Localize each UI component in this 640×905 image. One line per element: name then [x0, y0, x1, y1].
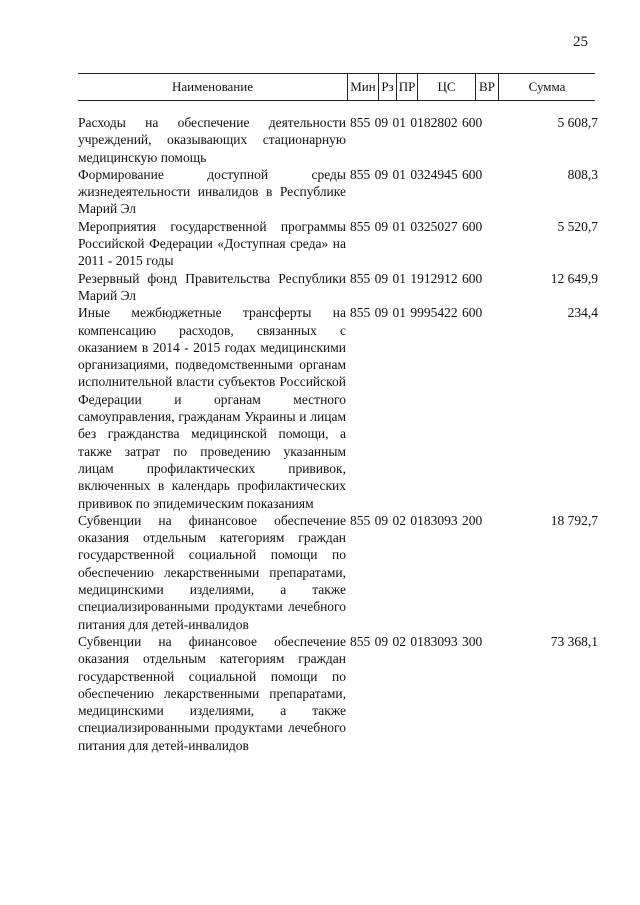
header-vr: ВР [476, 74, 499, 100]
row-name: Формирование доступной среды жизнедеятельности инвалидов в Республике Марий Эл [78, 166, 346, 217]
page-number: 25 [573, 34, 588, 50]
row-name: Иные межбюджетные трансферты на компенсацию расходов, связанных с оказанием в 2014 - 2015 годах медицинскими организациями, подведомственными органам исполнительной власти субъектов Российской Федерации и органам местного самоуправления, гражданам Украины и лицам без гражданства медицинской помощи, а также затрат по проведению указанным лицам профилактических прививок, включенных в календарь профилактических прививок по эпидемическим показаниям [78, 305, 346, 511]
table-header [78, 73, 595, 101]
row-codes: 855 09 01 0324945 600 [350, 166, 483, 182]
row-codes: 855 09 01 9995422 600 [350, 305, 483, 321]
table-row [78, 304, 598, 512]
row-sum: 5 608,7 [557, 115, 598, 130]
row-sum: 18 792,7 [550, 512, 598, 528]
row-sum: 12 649,9 [550, 270, 598, 286]
header-pr: ПР [397, 74, 418, 100]
row-name: Субвенции на финансовое обеспечение оказания отдельным категориям граждан государственной социальной помощи по обеспечению лекарственными препаратами, медицинскими изделиями, а также специализированными продуктами лечебного питания для детей-инвалидов [78, 633, 346, 753]
header-name: Наименование [78, 74, 348, 100]
row-sum: 73 368,1 [550, 633, 598, 649]
table-row [78, 512, 598, 633]
table-body [78, 114, 598, 754]
row-sum: 5 520,7 [557, 218, 598, 234]
table-row [78, 114, 598, 166]
header-min: Мин [348, 74, 379, 100]
row-codes: 855 09 02 0183093 300 [350, 633, 483, 649]
row-sum: 808,3 [567, 166, 598, 182]
table-row [78, 633, 598, 754]
table-row [78, 270, 598, 305]
header-cs: ЦС [418, 74, 476, 100]
row-codes: 855 09 01 0325027 600 [350, 218, 483, 234]
table-row [78, 218, 598, 270]
row-codes: 855 09 01 0182802 600 [350, 115, 483, 130]
table-row [78, 166, 598, 218]
row-codes: 855 09 02 0183093 200 [350, 512, 483, 528]
row-name: Резервный фонд Правительства Республики Марий Эл [78, 270, 346, 303]
row-sum: 234,4 [567, 305, 598, 321]
row-name: Расходы на обеспечение деятельности учреждений, оказывающих стационарную медицинскую помощь [78, 115, 346, 165]
header-sum: Сумма [528, 79, 566, 94]
header-rz: Рз [379, 74, 397, 100]
row-name: Субвенции на финансовое обеспечение оказания отдельным категориям граждан государственной социальной помощи по обеспечению лекарственными препаратами, медицинскими изделиями, а также специализированными продуктами лечебного питания для детей-инвалидов [78, 512, 346, 632]
row-name: Мероприятия государственной программы Российской Федерации «Доступная среда» на 2011 - 2015 годы [78, 218, 346, 269]
row-codes: 855 09 01 1912912 600 [350, 270, 483, 286]
